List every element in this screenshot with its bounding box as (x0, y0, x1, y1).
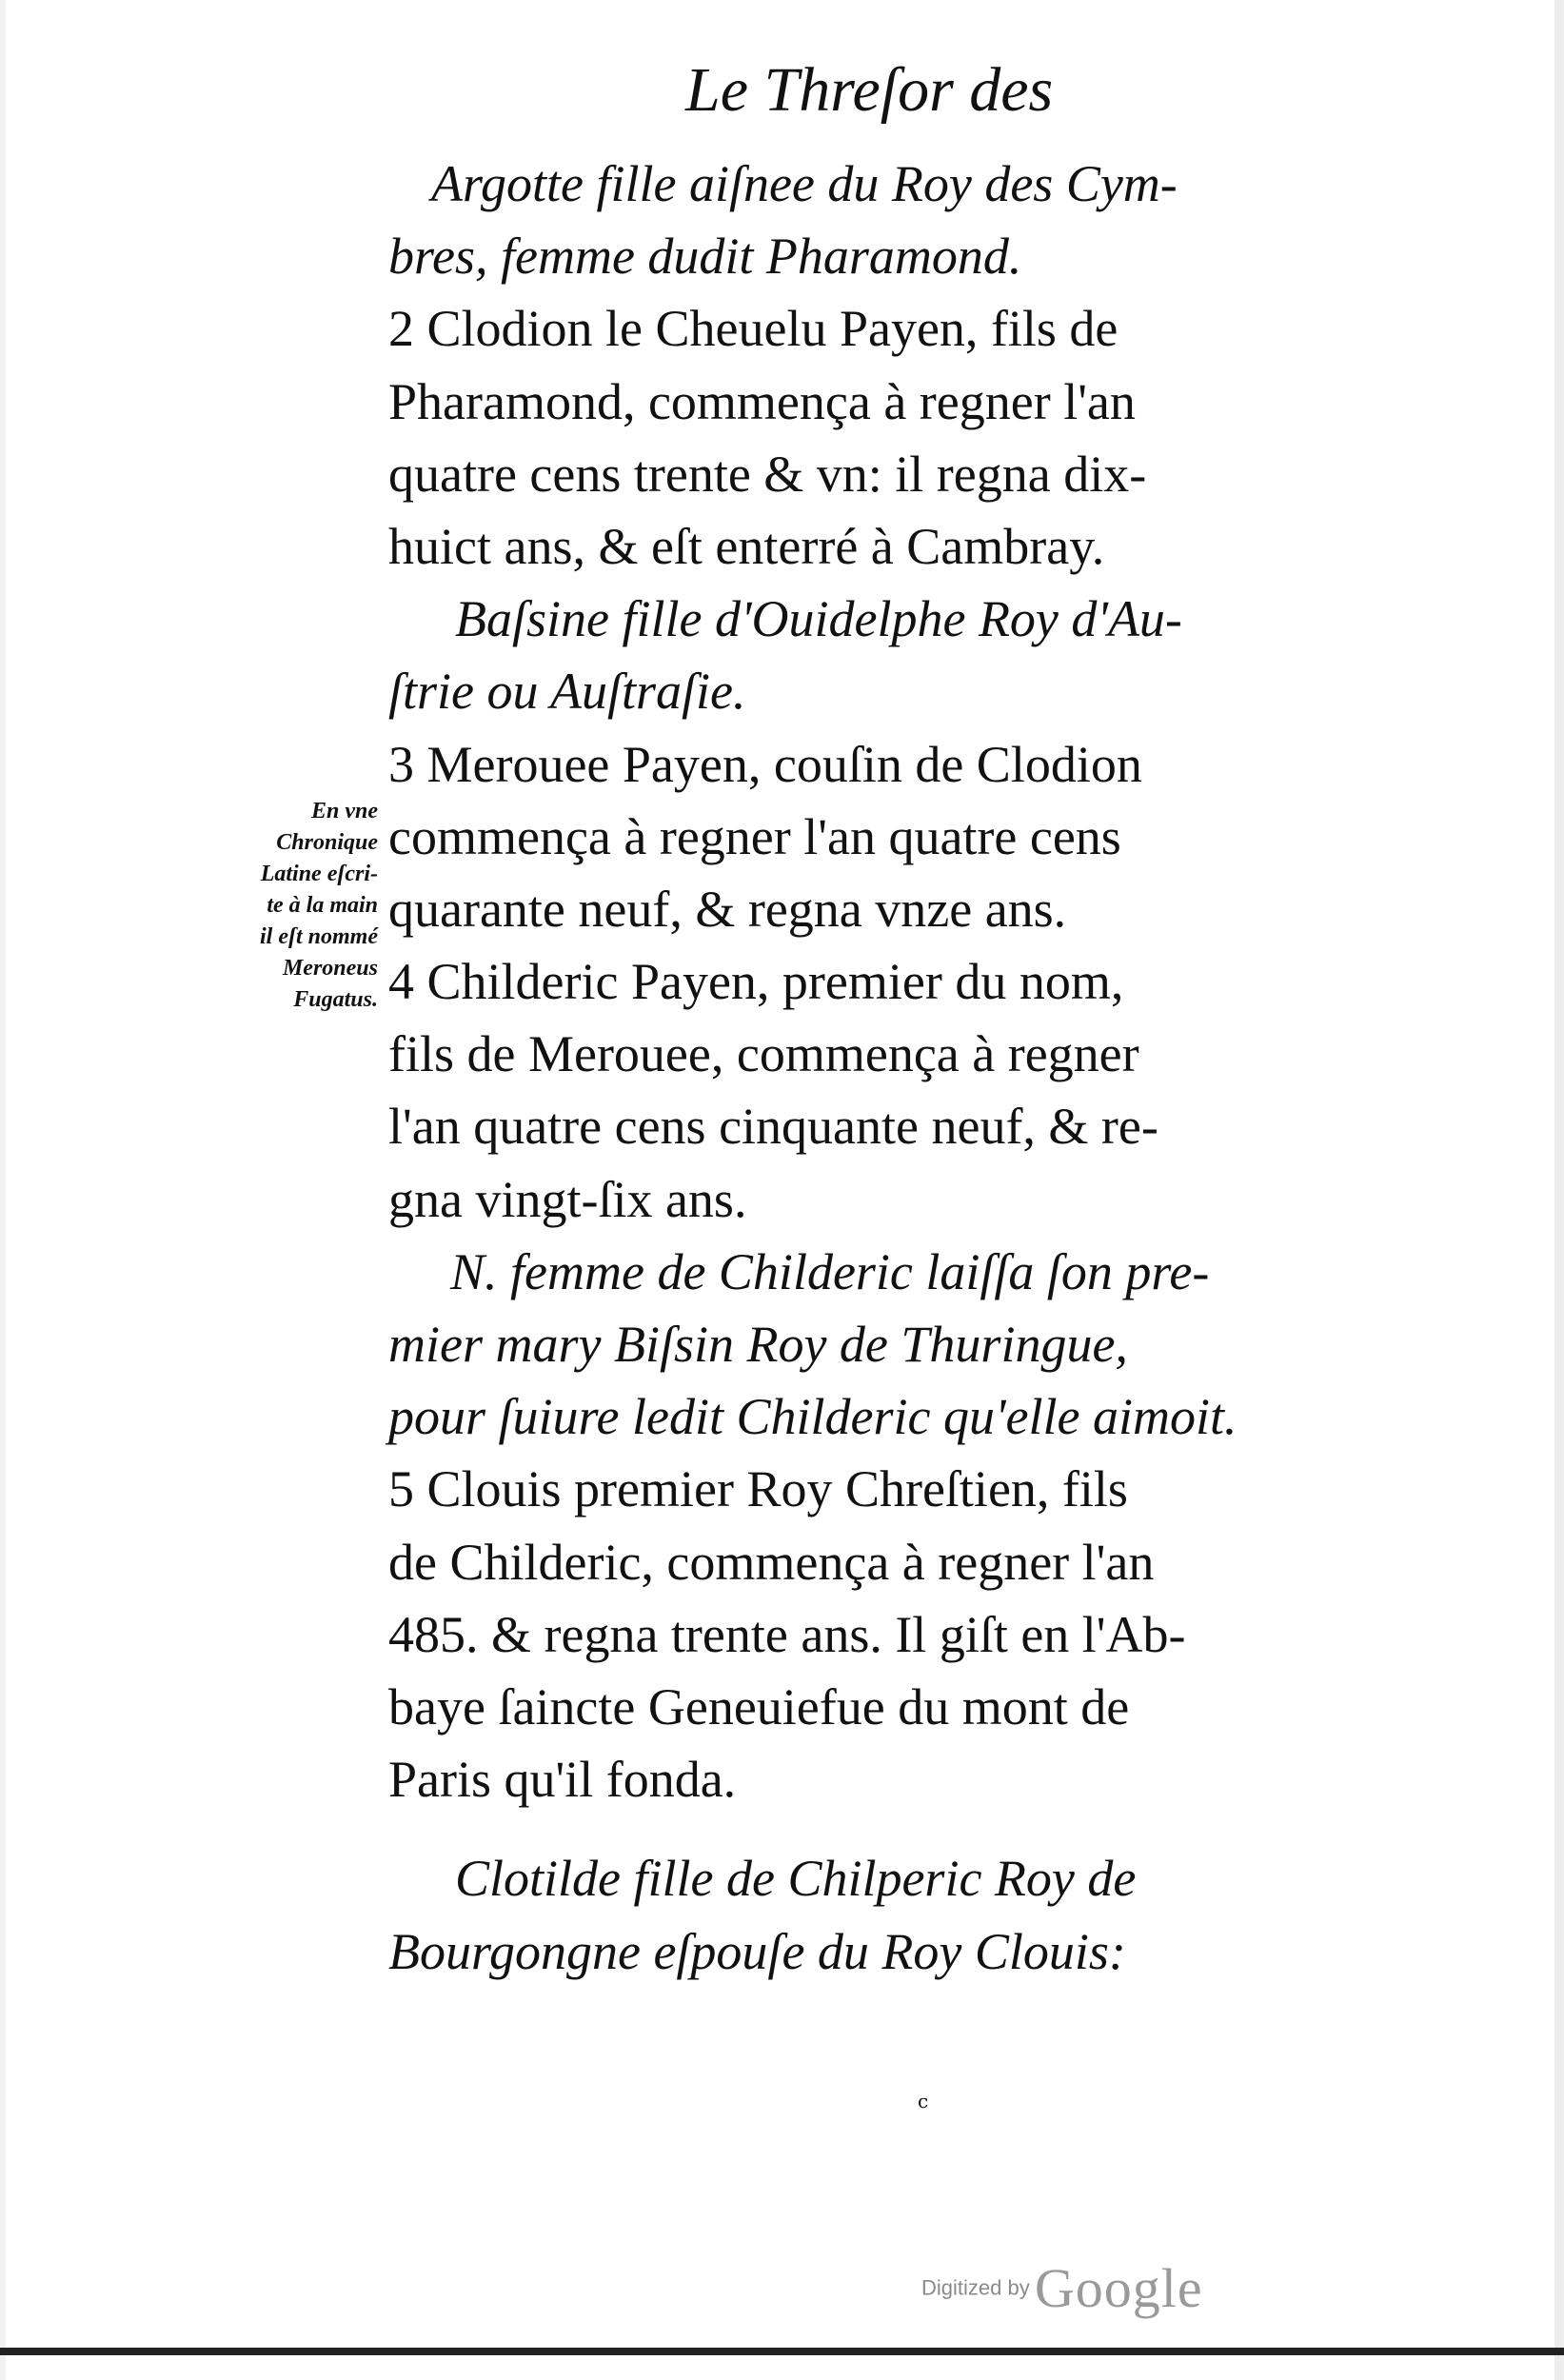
margin-note (154, 796, 378, 1016)
running-title: Le Threſor des (685, 55, 1054, 125)
text-line: Baſsine fille d'Ouidelphe Roy d'Au- (455, 590, 1182, 648)
text-line: baye ſaincte Geneuiefue du mont de (388, 1677, 1130, 1735)
text-line: ſtrie ou Auſtraſie. (388, 663, 746, 721)
margin-note-line: Fugatus. (293, 987, 378, 1012)
text-line: pour ſuiure ledit Childeric qu'elle aimoit. (388, 1388, 1237, 1446)
text-line: bres, femme dudit Pharamond. (388, 228, 1022, 286)
margin-note-line: Latine eſcri- (260, 862, 378, 886)
text-line: mier mary Biſsin Roy de Thuringue, (388, 1316, 1128, 1373)
margin-note-line: Chronique (276, 830, 378, 855)
signature-mark: c (918, 2090, 929, 2112)
text-line: quarante neuf, & regna vnze ans. (388, 880, 1067, 938)
text-line: 3 Merouee Payen, couſin de Clodion (388, 735, 1142, 793)
text-line: Bourgongne eſpouſe du Roy Clouis: (388, 1922, 1126, 1980)
digitized-watermark (921, 2256, 1203, 2320)
text-line: Paris qu'il fonda. (388, 1751, 737, 1809)
text-line: 485. & regna trente ans. Il giſt en l'Ab- (388, 1605, 1186, 1663)
text-line: quatre cens trente & vn: il regna dix- (388, 445, 1147, 503)
text-line: Clotilde fille de Chilperic Roy de (455, 1850, 1137, 1908)
margin-note-line: il eſt nommé (260, 924, 378, 949)
text-line: l'an quatre cens cinquante neuf, & re- (388, 1098, 1158, 1156)
paragraph-gap (388, 1815, 1407, 1842)
text-line: Pharamond, commença à regner l'an (388, 372, 1136, 430)
page-edge-left (0, 0, 6, 2380)
text-line: 4 Childeric Payen, premier du nom, (388, 953, 1124, 1011)
margin-note-line: Meroneus (282, 956, 378, 981)
main-text-block (388, 148, 1407, 1988)
text-line: 5 Clouis premier Roy Chreſtien, fils (388, 1460, 1128, 1518)
page-edge-right (1554, 0, 1564, 2380)
bottom-rule (0, 2348, 1564, 2355)
text-line: 2 Clodion le Cheuelu Payen, fils de (388, 300, 1119, 358)
text-line: N. femme de Childeric laiſſa ſon pre- (450, 1242, 1210, 1300)
text-line: gna vingt-ſix ans. (388, 1170, 747, 1228)
text-line: commença à regner l'an quatre cens (388, 807, 1121, 865)
margin-note-line: En vne (310, 799, 378, 823)
text-line: fils de Merouee, commença à regner (388, 1025, 1139, 1083)
margin-note-line: te à la main (267, 893, 378, 918)
text-line: de Childeric, commença à regner l'an (388, 1533, 1155, 1591)
watermark-prefix: Digitized by (921, 2275, 1030, 2300)
watermark-brand: Google (1034, 2257, 1203, 2319)
text-line: huict ans, & eſt enterré à Cambray. (388, 517, 1105, 575)
text-line: Argotte fille aiſnee du Roy des Cym- (431, 155, 1178, 212)
